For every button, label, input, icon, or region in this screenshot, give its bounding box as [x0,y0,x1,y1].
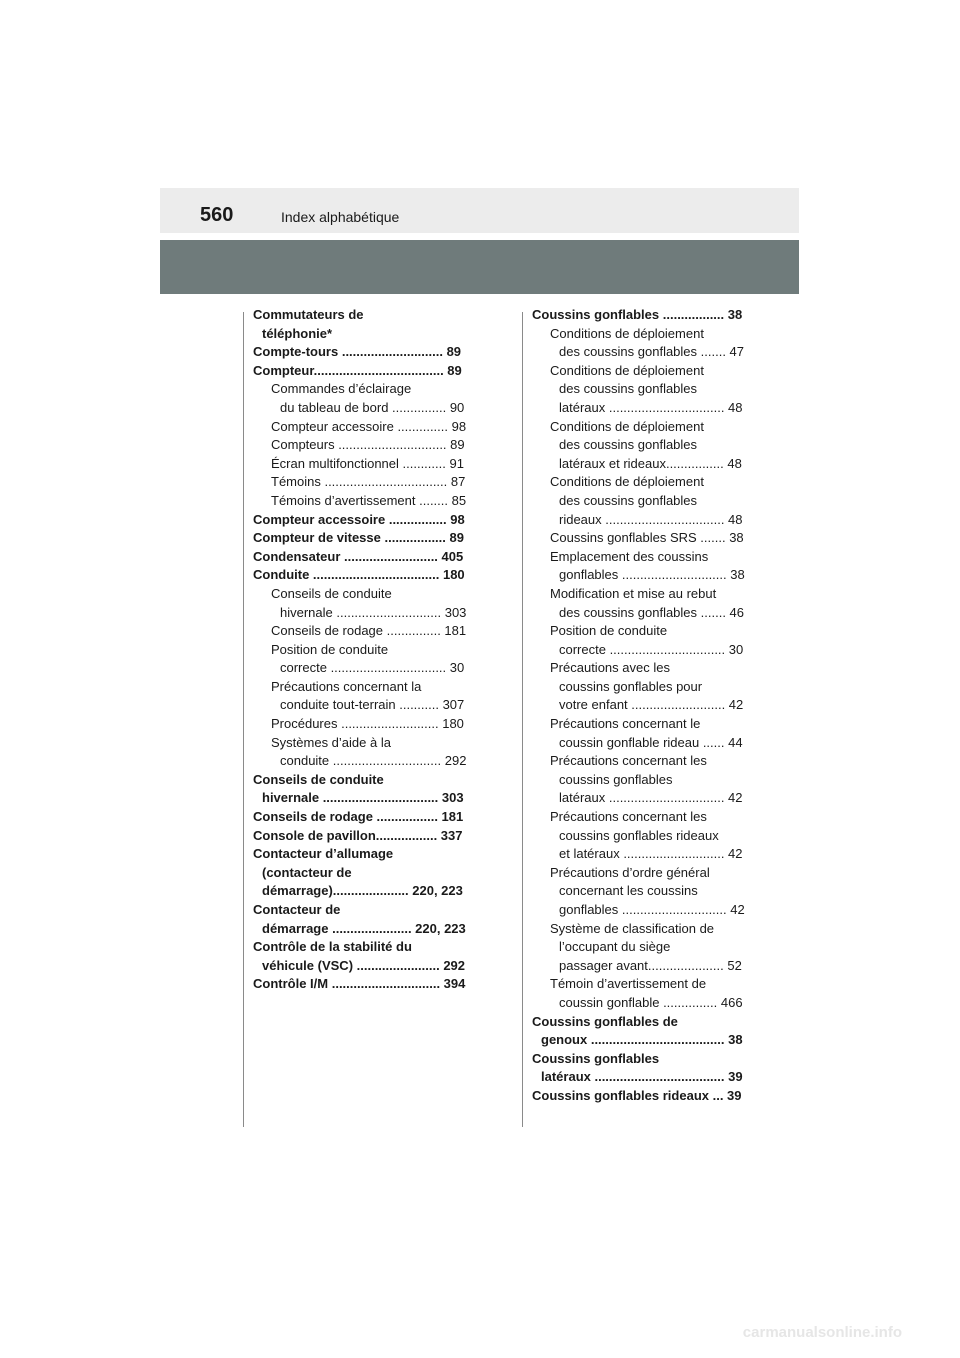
header-grey-band [160,240,799,294]
index-entry: Coussins gonflables SRS ....... 38 [550,530,744,546]
index-entry: genoux ..................................... 38 [541,1032,743,1048]
index-entry: Conseils de conduite [253,771,384,787]
index-entry: Console de pavillon................. 337 [253,827,463,843]
index-entry: Modification et mise au rebut [550,585,717,601]
index-entry: Coussins gonflables ................. 38 [532,307,743,322]
section-title: Index alphabétique [281,209,400,225]
index-entry: Conditions de déploiement [550,362,704,378]
index-entry: coussins gonflables [559,771,673,787]
left-column-rule [243,312,244,1127]
index-entry: Conditions de déploiement [550,418,704,434]
index-entry: Contrôle de la stabilité du [253,939,412,955]
index-entry: hivernale ................................ 303 [262,790,464,806]
index-entry: (contacteur de [262,864,352,880]
index-entry: Conseils de rodage ................. 181 [253,809,464,825]
index-entry: votre enfant .......................... 42 [559,697,744,713]
index-entry: et latéraux ............................ 42 [559,846,743,862]
index-entry: conduite .............................. 292 [280,753,467,769]
index-entry: Contacteur de [253,902,341,917]
index-entry: Systèmes d’aide à la [271,734,391,750]
index-entry: Emplacement des coussins [550,548,709,564]
index-entry: Conditions de déploiement [550,325,704,341]
index-entry: Compteur de vitesse ................. 89 [253,530,464,546]
index-entry: des coussins gonflables [559,492,698,508]
index-entry: coussins gonflables pour [559,678,703,694]
index-entry: Position de conduite [550,623,668,639]
index-entry: coussin gonflable ............... 466 [559,994,743,1010]
index-entry: Conditions de déploiement [550,474,704,490]
index-entry: des coussins gonflables ....... 46 [559,604,744,620]
index-entry: Écran multifonctionnel ............ 91 [271,455,464,471]
index-left-column [253,306,473,994]
index-entry: latéraux ................................ 42 [559,790,743,806]
index-entry: passager avant..................... 52 [559,957,742,973]
index-entry: démarrage ...................... 220, 223 [262,920,466,936]
index-entry: Conseils de conduite [271,585,392,601]
index-entry: Témoins .................................. 87 [271,474,466,490]
index-entry: Condensateur .......................... 405 [253,548,464,564]
index-entry: Contacteur d’allumage [253,846,394,862]
index-entry: véhicule (VSC) ....................... 292 [262,957,466,973]
index-entry: Précautions concernant le [550,716,701,732]
index-entry: latéraux ................................ 48 [559,399,743,415]
index-entry: coussins gonflables rideaux [559,827,719,843]
index-entry: du tableau de bord ............... 90 [280,399,465,415]
index-entry: correcte ................................ 30 [559,641,744,657]
index-entry: Précautions concernant la [271,678,422,694]
index-entry: Compteur accessoire .............. 98 [271,418,467,434]
index-entry: Contrôle I/M .............................. 394 [253,976,466,992]
footer-watermark: carmanualsonline.info [742,1324,902,1341]
index-right-column [532,306,754,1106]
right-column-rule [522,312,523,1127]
index-entry: Système de classification de [550,920,715,936]
index-entry: des coussins gonflables [559,437,698,453]
index-entry: Compte-tours ............................ 89 [253,344,462,360]
index-entry: Conduite ................................... 180 [253,567,465,583]
index-entry: Précautions concernant les [550,753,707,769]
index-entry: des coussins gonflables [559,381,698,397]
index-entry: Coussins gonflables [532,1050,660,1066]
index-entry: Compteurs .............................. 89 [271,437,465,453]
index-entry: conduite tout-terrain ........... 307 [280,697,465,713]
index-entry: gonflables ............................. 42 [559,902,745,917]
index-entry: Procédures ........................... 180 [271,716,464,732]
index-entry: Conseils de rodage ............... 181 [271,623,467,639]
index-entry: Compteur accessoire ................ 98 [253,511,465,527]
index-entry: coussin gonflable rideau ...... 44 [559,734,743,750]
index-entry: téléphonie* [262,325,333,341]
index-entry: Position de conduite [271,641,389,657]
index-entry: Témoin d’avertissement de [550,976,707,992]
index-entry: rideaux ................................. 48 [559,511,743,527]
index-entry: Coussins gonflables rideaux ... 39 [532,1087,742,1103]
index-entry: latéraux .................................... 39 [541,1069,743,1085]
index-entry: hivernale ............................. 303 [280,604,467,620]
index-entry: l’occupant du siège [559,939,671,955]
index-entry: Coussins gonflables de [532,1013,678,1029]
index-entry: Commandes d’éclairage [271,381,412,397]
page-number: 560 [200,204,234,226]
index-entry: des coussins gonflables ....... 47 [559,344,744,360]
index-entry: Précautions concernant les [550,809,707,825]
index-entry: démarrage)..................... 220, 223 [262,883,463,899]
index-entry: Témoins d’avertissement ........ 85 [271,492,467,508]
index-entry: latéraux et rideaux................ 48 [559,455,742,471]
index-entry: Commutateurs de [253,307,364,322]
header-band [160,188,799,233]
index-entry: Précautions avec les [550,660,670,676]
index-entry: Précautions d’ordre général [550,864,710,880]
index-entry: gonflables ............................. 38 [559,567,745,583]
index-entry: correcte ................................ 30 [280,660,465,676]
index-entry: concernant les coussins [559,883,698,899]
index-entry: Compteur.................................... 89 [253,362,462,378]
